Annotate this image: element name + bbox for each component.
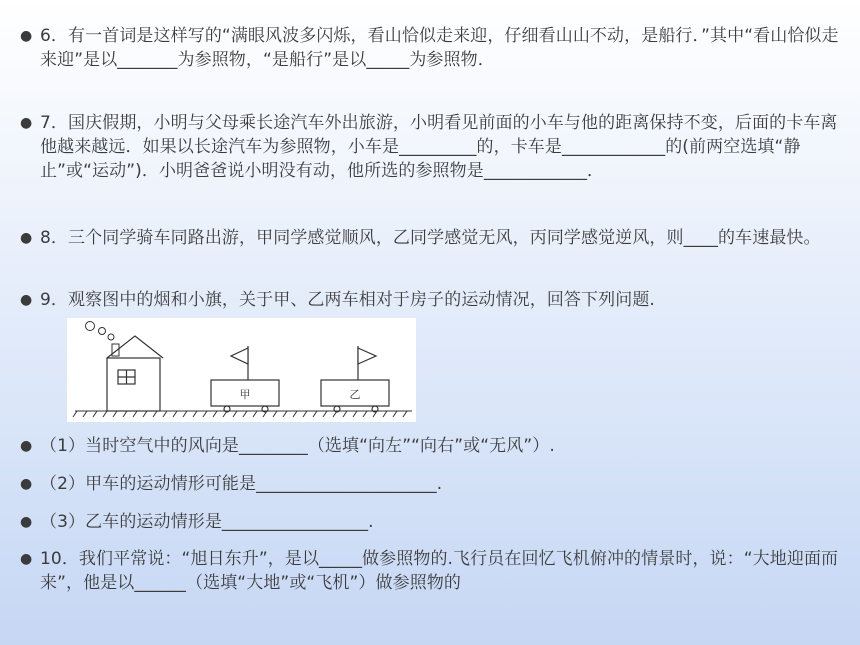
- bullet: ●: [20, 514, 33, 530]
- car-a: [211, 346, 279, 412]
- car-b-label: 乙: [349, 388, 361, 401]
- question-10: [20, 547, 846, 595]
- question-9-3: [20, 510, 846, 534]
- bullet: ●: [20, 551, 33, 567]
- car-a-label: 甲: [239, 388, 251, 401]
- bullet: ●: [20, 476, 33, 492]
- question-9-3-text: （3）乙车的运动情形是_________________.: [40, 512, 374, 532]
- bullet: ●: [20, 292, 33, 308]
- question-7: [20, 111, 846, 183]
- question-9-2-text: （2）甲车的运动情形可能是_____________________.: [40, 474, 443, 494]
- bullet: ●: [20, 28, 33, 44]
- question-8-text: 8．三个同学骑车同路出游，甲同学感觉顺风，乙同学感觉无风，丙同学感觉逆风，则____的车速最快。: [40, 228, 821, 248]
- question-9: [20, 288, 846, 312]
- smoke-puff: [99, 328, 106, 335]
- smoke-puff: [108, 334, 114, 340]
- question-9-1: [20, 434, 846, 458]
- bullet: ●: [20, 115, 33, 131]
- smoke-puff: [86, 322, 95, 331]
- question-6-text: 6．有一首词是这样写的“满眼风波多闪烁，看山恰似走来迎，仔细看山山不动，是船行．”其中“看山恰似走来迎”是以_______为参照物，“是船行”是以_____为参照物．: [40, 26, 839, 70]
- house-cars-figure: [67, 318, 416, 422]
- question-8: [20, 226, 846, 250]
- ground: [73, 411, 412, 417]
- question-9-text: 9．观察图中的烟和小旗，关于甲、乙两车相对于房子的运动情况，回答下列问题.: [40, 290, 655, 310]
- question-10-text: 10．我们平常说：“旭日东升”，是以_____做参照物的.飞行员在回忆飞机俯冲的情景时，说：“大地迎面而来”，他是以______（选填“大地”或“飞机”）做参照物的: [40, 549, 839, 593]
- question-7-text: 7．国庆假期，小明与父母乘长途汽车外出旅游，小明看见前面的小车与他的距离保持不变，后面的卡车离他越来越远．如果以长途汽车为参照物，小车是_________的，卡车是____________的(前两空选填“静止”或“运动”)．小明爸爸说小明没有动，他所选的参照物是____________．: [40, 113, 838, 181]
- bullet: ●: [20, 438, 33, 454]
- question-9-1-text: （1）当时空气中的风向是________（选填“向左”“向右”或“无风”）.: [40, 436, 555, 456]
- bullet: ●: [20, 230, 33, 246]
- house-cars-diagram: [67, 318, 416, 422]
- question-6: [20, 24, 846, 72]
- car-b: [321, 346, 389, 412]
- question-9-2: [20, 472, 846, 496]
